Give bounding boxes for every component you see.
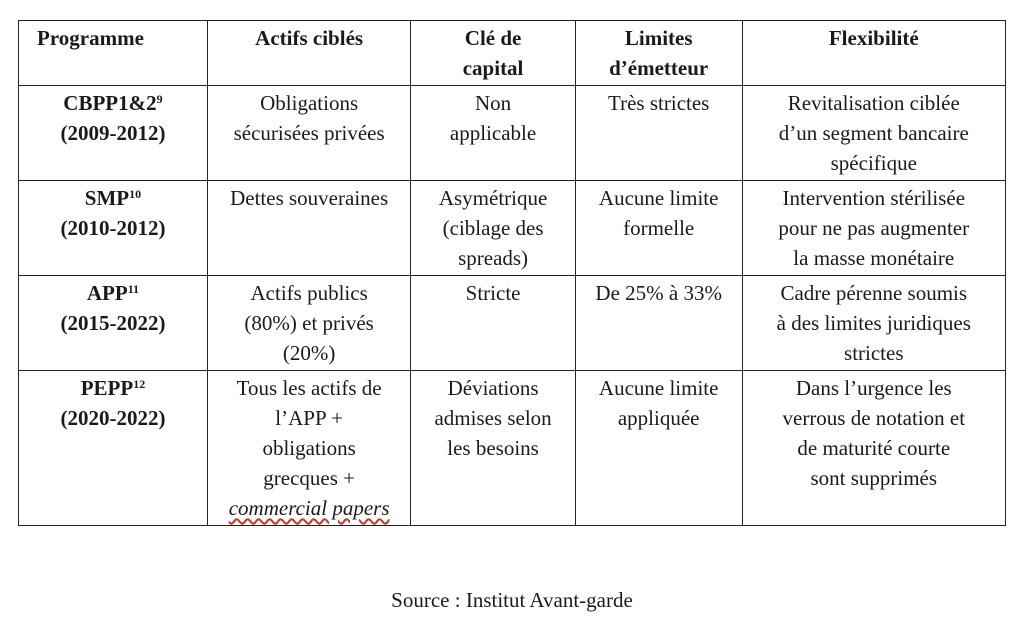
cell-programme [19,181,208,276]
cell-line: Non [474,91,512,115]
cell-line: Déviations [447,376,539,400]
cell-limites [575,276,742,371]
cell-actifs [207,86,410,181]
cell-flexibilite [742,371,1005,526]
cell-line: sont supprimés [810,466,938,490]
header-limites-line2: d’émetteur [609,56,709,80]
cell-line: Aucune limite [598,376,719,400]
programme-name: SMP$^{10}$ [84,186,142,210]
cell-line: De 25% à 33% [595,281,722,305]
programme-name: APP$^{11}$ [86,281,140,305]
cell-line: spreads) [458,246,529,270]
programme-years: (2020-2022) [60,406,166,430]
table-row [19,371,1006,526]
cell-limites [575,371,742,526]
cell-line: (20%) [282,341,336,365]
cell-line: obligations [262,436,356,460]
header-programme: Programme [19,21,208,86]
cell-cle [411,276,576,371]
table-header-row [19,21,1006,86]
cell-line: verrous de notation et [782,406,966,430]
cell-line: pour ne pas augmenter [778,216,970,240]
cell-flexibilite [742,181,1005,276]
table-row [19,181,1006,276]
header-limites [575,21,742,86]
cell-limites [575,181,742,276]
cell-line: la masse monétaire [793,246,955,270]
cell-line: Très strictes [608,91,710,115]
cell-programme [19,86,208,181]
cell-cle [411,181,576,276]
cell-line: appliquée [617,406,700,430]
cell-line: d’un segment bancaire [778,121,969,145]
cell-cle [411,371,576,526]
footnote-ref: 9 [156,92,163,106]
header-cle [411,21,576,86]
cell-line: Dettes souveraines [230,186,389,210]
cell-line: de maturité courte [797,436,951,460]
cell-programme [19,371,208,526]
cell-line: Actifs publics [250,281,368,305]
programme-name: $CBPP1\&2^9$ [63,91,163,115]
cell-line: strictes [844,341,904,365]
cell-line: spécifique [830,151,917,175]
cell-actifs [207,371,410,526]
header-cle-line1: Clé de [464,26,522,50]
cell-limites [575,86,742,181]
cell-line: Stricte [465,281,521,305]
cell-actifs [207,181,410,276]
cell-flexibilite [742,276,1005,371]
cell-line: Revitalisation ciblée [787,91,960,115]
footnote-ref: 10 [129,187,142,201]
commercial-papers-text: commercial papers [228,496,390,520]
cell-line: (ciblage des [442,216,544,240]
cell-line: sécurisées privées [233,121,385,145]
header-cle-line2: capital [462,56,524,80]
cell-cle [411,86,576,181]
cell-line: Dans l’urgence les [795,376,952,400]
cell-line: à des limites juridiques [776,311,971,335]
cell-programme [19,276,208,371]
header-limites-line1: Limites [624,26,693,50]
footnote-ref: 11 [127,282,140,296]
cell-line: applicable [449,121,537,145]
table-row [19,86,1006,181]
source-caption: Source : Institut Avant-garde [391,588,633,612]
programme-name: PEPP$^{12}$ [80,376,146,400]
header-actifs: Actifs ciblés [207,21,410,86]
cell-line: formelle [623,216,695,240]
cell-line: Intervention stérilisée [782,186,966,210]
cell-line: (80%) et privés [244,311,374,335]
cell-line: Obligations [260,91,359,115]
header-flexibilite: Flexibilité [742,21,1005,86]
cell-line: Cadre pérenne soumis [780,281,968,305]
table-row [19,276,1006,371]
cell-line: grecques + [263,466,355,490]
programme-years: (2010-2012) [60,216,166,240]
document [18,20,1006,612]
cell-line: Aucune limite [598,186,719,210]
programmes-table [18,20,1006,526]
cell-line: Tous les actifs de [236,376,382,400]
programme-years: (2009-2012) [60,121,166,145]
cell-line: l’APP + [275,406,343,430]
footnote-ref: 12 [133,377,146,391]
cell-line: admises selon [434,406,552,430]
cell-flexibilite [742,86,1005,181]
cell-line: les besoins [447,436,539,460]
programme-years: (2015-2022) [60,311,166,335]
cell-actifs [207,276,410,371]
cell-line: Asymétrique [438,186,548,210]
cell-line-italic [214,493,404,523]
